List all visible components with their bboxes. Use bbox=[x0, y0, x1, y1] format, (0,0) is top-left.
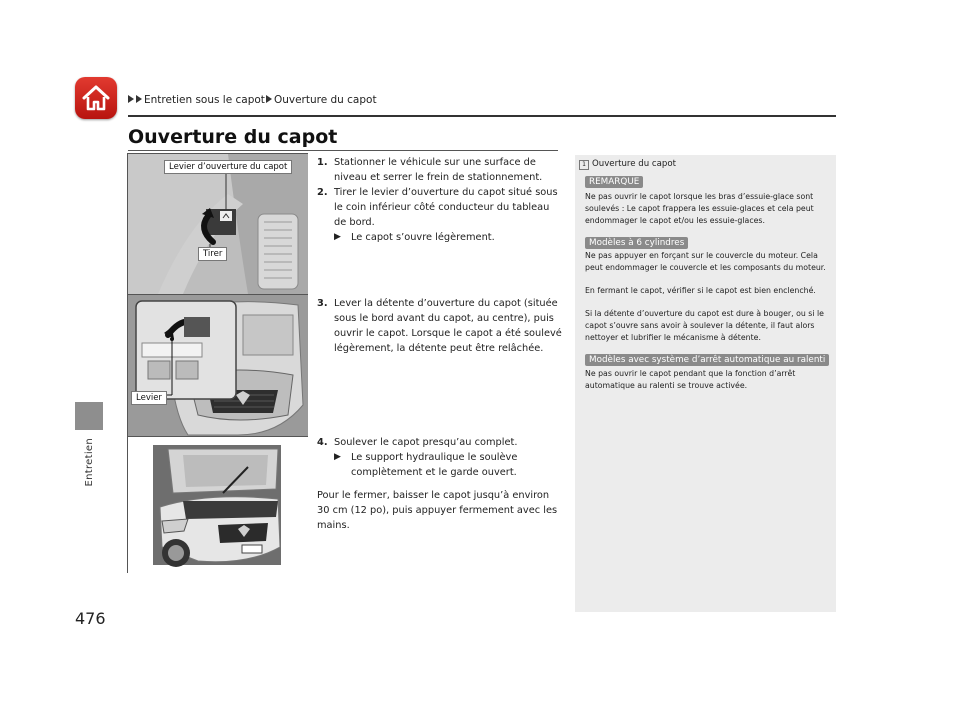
home-button[interactable] bbox=[75, 77, 117, 119]
note-idle-stop: Ne pas ouvrir le capot pendant que la fonction d’arrêt automatique au ralenti se trouve activée. bbox=[585, 369, 796, 390]
home-icon bbox=[81, 84, 111, 112]
figure-hood-release-lever bbox=[127, 153, 308, 294]
breadcrumb bbox=[128, 94, 377, 106]
section-tab[interactable]: Entretien bbox=[84, 438, 95, 487]
step-1 bbox=[317, 155, 562, 185]
badge-idle-stop: Modèles avec système d’arrêt automatique au ralenti bbox=[585, 354, 829, 366]
page-number: 476 bbox=[75, 609, 106, 628]
step-4-result bbox=[334, 450, 562, 480]
play-arrow-icon bbox=[128, 95, 134, 103]
step-number: 3. bbox=[317, 298, 328, 309]
step-number: 2. bbox=[317, 187, 328, 198]
section-marker bbox=[75, 402, 103, 430]
note-remarque: Ne pas ouvrir le capot lorsque les bras d’essuie-glace sont soulevés : Le capot frappera les essuie-glaces et cela peut endommager le capot et/ou les essuie-glaces. bbox=[585, 192, 814, 225]
step-text: Stationner le véhicule sur une surface de niveau et serrer le frein de stationnement. bbox=[334, 157, 543, 183]
title-divider bbox=[128, 150, 558, 151]
step-text: Lever la détente d’ouverture du capot (située sous le bord avant du capot, au centre), puis ouvrir le capot. Lorsque le capot a été soulevé légèrement, la détente peut être relâchée. bbox=[334, 298, 562, 354]
step-4 bbox=[317, 435, 562, 450]
play-arrow-icon bbox=[266, 95, 272, 103]
step-number: 1. bbox=[317, 157, 328, 168]
figure-hood-latch bbox=[127, 294, 308, 436]
step-2 bbox=[317, 185, 562, 230]
step-result-text: Le support hydraulique le soulève complètement et le garde ouvert. bbox=[351, 452, 518, 478]
step-2-result bbox=[334, 230, 562, 245]
step-result-text: Le capot s’ouvre légèrement. bbox=[351, 232, 495, 243]
callout-hood-release-lever: Levier d’ouverture du capot bbox=[164, 160, 292, 174]
steps-block-1 bbox=[317, 155, 562, 245]
step-number: 4. bbox=[317, 437, 328, 448]
closing-instructions: Pour le fermer, baisser le capot jusqu’à environ 30 cm (12 po), puis appuyer fermement avec les mains. bbox=[317, 490, 558, 531]
steps-block-2 bbox=[317, 296, 562, 356]
note-6-cylinders: Ne pas appuyer en forçant sur le couvercle du moteur. Cela peut endommager le couvercle et les composants du moteur. bbox=[585, 251, 826, 272]
figure-hood-open bbox=[127, 436, 308, 573]
play-arrow-icon: ▶ bbox=[334, 232, 341, 242]
sidebar-title bbox=[579, 159, 676, 170]
reference-icon: 1 bbox=[579, 160, 589, 170]
step-text: Tirer le levier d’ouverture du capot situé sous le coin inférieur côté conducteur du tableau de bord. bbox=[334, 187, 558, 228]
badge-remarque: REMARQUE bbox=[585, 176, 643, 188]
step-3 bbox=[317, 296, 562, 356]
open-hood-illustration bbox=[128, 437, 308, 573]
latch-illustration bbox=[128, 295, 308, 436]
steps-block-3 bbox=[317, 435, 562, 533]
page-title: Ouverture du capot bbox=[128, 126, 338, 148]
header-divider bbox=[128, 115, 836, 117]
callout-pull: Tirer bbox=[198, 247, 227, 261]
badge-6-cylinders: Modèles à 6 cylindres bbox=[585, 237, 688, 249]
callout-latch-lever: Levier bbox=[131, 391, 167, 405]
step-text: Soulever le capot presqu’au complet. bbox=[334, 437, 518, 448]
note-closing-hood: En fermant le capot, vérifier si le capot est bien enclenché. bbox=[585, 286, 816, 295]
play-arrow-icon bbox=[136, 95, 142, 103]
lever-illustration bbox=[128, 154, 308, 294]
play-arrow-icon: ▶ bbox=[334, 452, 341, 462]
note-latch-maintenance: Si la détente d’ouverture du capot est dure à bouger, ou si le capot s’ouvre sans avoir à soulever la détente, il faut alors nettoyer et lubrifier le mécanisme à détente. bbox=[585, 309, 824, 342]
breadcrumb-link-maintenance[interactable]: Entretien sous le capot bbox=[144, 94, 265, 106]
sidebar-title-text: Ouverture du capot bbox=[592, 159, 677, 169]
notes-sidebar bbox=[575, 155, 836, 612]
breadcrumb-current: Ouverture du capot bbox=[273, 94, 377, 106]
